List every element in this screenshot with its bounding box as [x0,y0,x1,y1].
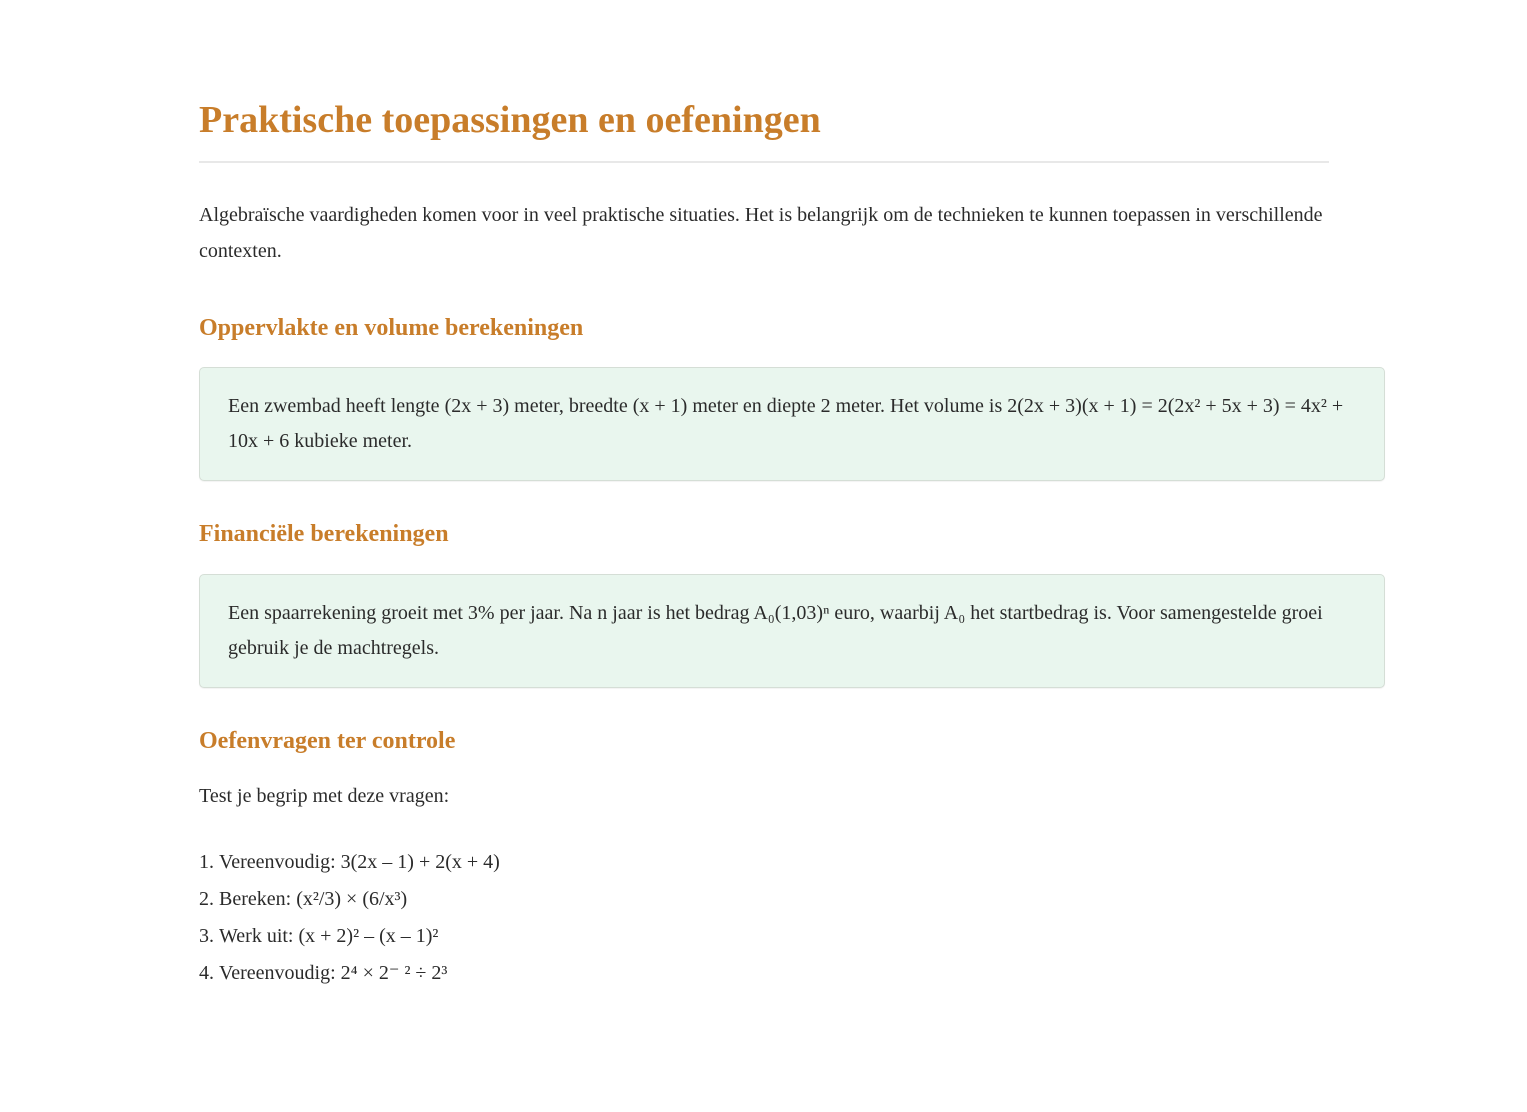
section-heading-exercises: Oefenvragen ter controle [199,727,456,754]
page-title: Praktische toepassingen en oefeningen [199,99,821,141]
exercise-item-4: 4. Vereenvoudig: 2⁴ × 2⁻ ² ÷ 2³ [199,955,1385,992]
example-callout-savings [199,574,1385,688]
title-divider [199,161,1329,163]
exercise-item-3: 3. Werk uit: (x + 2)² – (x – 1)² [199,918,1385,955]
callout-text: Een zwembad heeft lengte (2x + 3) meter, breedte (x + 1) meter en diepte 2 meter. Het volume is 2(2x + 3)(x + 1) = 2(2x² + 5x + 3) = 4x² + 10x + 6 kubieke meter. [228,395,1344,453]
example-callout-pool [199,367,1385,481]
callout-text: Een spaarrekening groeit met 3% per jaar. Na n jaar is het bedrag A₀(1,03)ⁿ euro, waarbij A₀ het startbedrag is. Voor samengestelde groei gebruik je de machtregels. [228,601,1323,659]
section-area-volume [199,315,1385,481]
section-financial [199,521,1385,687]
exercise-item-1: 1. Vereenvoudig: 3(2x – 1) + 2(x + 4) [199,844,1385,881]
section-heading-financial: Financiële berekeningen [199,521,449,548]
exercise-list [199,844,1385,992]
document-page [199,0,1385,1112]
section-heading-area-volume: Oppervlakte en volume berekeningen [199,315,584,342]
intro-paragraph: Algebraïsche vaardigheden komen voor in veel praktische situaties. Het is belangrijk om de technieken te kunnen toepassen in verschillende contexten. [199,204,1323,263]
exercise-item-2: 2. Bereken: (x²/3) × (6/x³) [199,881,1385,918]
section-exercises [199,728,1385,992]
exercises-intro: Test je begrip met deze vragen: [199,785,450,808]
